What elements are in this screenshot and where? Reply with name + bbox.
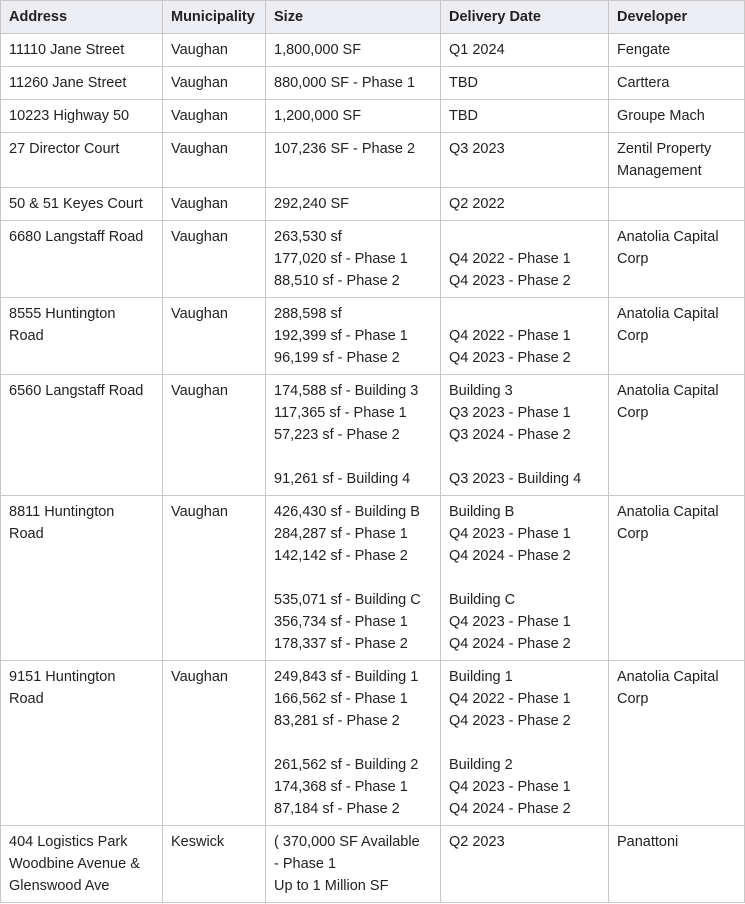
cell-developer: [609, 826, 745, 903]
cell-line: Panattoni: [617, 834, 679, 850]
cell-line: Corp: [617, 526, 649, 542]
cell-delivery-date: [441, 375, 609, 496]
cell-line: 117,365 sf - Phase 1: [274, 405, 407, 421]
cell-developer: [609, 188, 745, 221]
cell-line: Building 1: [449, 669, 513, 685]
cell-line: 10223 Highway 50: [9, 108, 130, 124]
cell-line: Carttera: [617, 75, 670, 91]
cell-line: [274, 446, 432, 468]
cell-line: 8555 Huntington: [9, 306, 116, 322]
cell-line: Anatolia Capital: [617, 504, 719, 520]
cell-municipality: [163, 375, 266, 496]
cell-line: Vaughan: [171, 504, 228, 520]
header-size: Size: [266, 1, 441, 34]
cell-municipality: [163, 188, 266, 221]
cell-delivery-date: [441, 133, 609, 188]
cell-line: Q4 2022 - Phase 1: [449, 251, 571, 267]
cell-line: Fengate: [617, 42, 671, 58]
cell-line: Zentil Property: [617, 141, 712, 157]
cell-developer: [609, 298, 745, 375]
cell-size: [266, 100, 441, 133]
table-row: [1, 133, 745, 188]
cell-line: 96,199 sf - Phase 2: [274, 350, 400, 366]
cell-line: 178,337 sf - Phase 2: [274, 636, 408, 652]
cell-line: - Phase 1: [274, 856, 337, 872]
cell-line: Q4 2022 - Phase 1: [449, 691, 571, 707]
cell-municipality: [163, 496, 266, 661]
table-row: [1, 100, 745, 133]
table-row: [1, 375, 745, 496]
cell-size: [266, 67, 441, 100]
cell-line: 1,200,000 SF: [274, 108, 362, 124]
cell-line: 88,510 sf - Phase 2: [274, 273, 400, 289]
cell-line: 142,142 sf - Phase 2: [274, 548, 408, 564]
cell-developer: [609, 375, 745, 496]
cell-line: Vaughan: [171, 306, 228, 322]
cell-line: 177,020 sf - Phase 1: [274, 251, 408, 267]
cell-developer: [609, 100, 745, 133]
cell-line: 6560 Langstaff Road: [9, 383, 144, 399]
table-row: [1, 298, 745, 375]
cell-delivery-date: [441, 188, 609, 221]
header-municipality: Municipality: [163, 1, 266, 34]
cell-line: 6680 Langstaff Road: [9, 229, 144, 245]
cell-municipality: [163, 67, 266, 100]
cell-delivery-date: [441, 221, 609, 298]
cell-developer: [609, 133, 745, 188]
cell-municipality: [163, 133, 266, 188]
cell-line: Q4 2024 - Phase 2: [449, 801, 571, 817]
cell-line: Keswick: [171, 834, 225, 850]
cell-municipality: [163, 34, 266, 67]
cell-line: 249,843 sf - Building 1: [274, 669, 419, 685]
table-row: [1, 496, 745, 661]
cell-address: [1, 375, 163, 496]
cell-line: 57,223 sf - Phase 2: [274, 427, 400, 443]
cell-delivery-date: [441, 100, 609, 133]
cell-size: [266, 661, 441, 826]
cell-line: Q3 2023 - Building 4: [449, 471, 582, 487]
cell-address: [1, 221, 163, 298]
cell-line: Management: [617, 163, 702, 179]
cell-size: [266, 496, 441, 661]
cell-size: [266, 375, 441, 496]
cell-size: [266, 221, 441, 298]
cell-size: [266, 34, 441, 67]
cell-line: [617, 193, 736, 215]
cell-address: [1, 34, 163, 67]
table-row: [1, 661, 745, 826]
cell-line: Vaughan: [171, 383, 228, 399]
cell-line: ( 370,000 SF Available: [274, 834, 420, 850]
cell-line: Vaughan: [171, 229, 228, 245]
cell-line: [449, 567, 600, 589]
cell-line: 11260 Jane Street: [9, 75, 127, 91]
cell-line: Corp: [617, 691, 649, 707]
cell-line: 27 Director Court: [9, 141, 120, 157]
cell-line: Vaughan: [171, 669, 228, 685]
cell-line: 174,588 sf - Building 3: [274, 383, 419, 399]
cell-address: [1, 133, 163, 188]
cell-line: Vaughan: [171, 141, 228, 157]
cell-line: 261,562 sf - Building 2: [274, 757, 419, 773]
cell-line: [449, 303, 600, 325]
cell-line: Anatolia Capital: [617, 669, 719, 685]
cell-line: Woodbine Avenue &: [9, 856, 140, 872]
cell-line: Q4 2023 - Phase 2: [449, 350, 571, 366]
cell-line: 292,240 SF: [274, 196, 349, 212]
cell-address: [1, 188, 163, 221]
cell-line: Corp: [617, 328, 649, 344]
cell-line: 1,800,000 SF: [274, 42, 362, 58]
cell-developer: [609, 661, 745, 826]
cell-line: Vaughan: [171, 108, 228, 124]
cell-delivery-date: [441, 34, 609, 67]
cell-line: Q3 2023 - Phase 1: [449, 405, 571, 421]
cell-line: Vaughan: [171, 75, 228, 91]
table-row: [1, 188, 745, 221]
cell-line: 50 & 51 Keyes Court: [9, 196, 143, 212]
cell-delivery-date: [441, 298, 609, 375]
cell-line: 284,287 sf - Phase 1: [274, 526, 408, 542]
cell-address: [1, 826, 163, 903]
cell-developer: [609, 67, 745, 100]
cell-address: [1, 298, 163, 375]
cell-line: [449, 226, 600, 248]
cell-developer: [609, 496, 745, 661]
header-delivery-date: Delivery Date: [441, 1, 609, 34]
cell-line: Anatolia Capital: [617, 383, 719, 399]
cell-line: Q4 2024 - Phase 2: [449, 636, 571, 652]
table-row: [1, 34, 745, 67]
cell-line: Road: [9, 526, 44, 542]
cell-line: Q4 2022 - Phase 1: [449, 328, 571, 344]
cell-line: 535,071 sf - Building C: [274, 592, 421, 608]
cell-municipality: [163, 100, 266, 133]
cell-line: 11110 Jane Street: [9, 42, 125, 58]
cell-line: 288,598 sf: [274, 306, 342, 322]
cell-line: Q3 2024 - Phase 2: [449, 427, 571, 443]
cell-line: 83,281 sf - Phase 2: [274, 713, 400, 729]
cell-line: 107,236 SF - Phase 2: [274, 141, 416, 157]
table-row: [1, 221, 745, 298]
cell-line: 8811 Huntington: [9, 504, 115, 520]
cell-delivery-date: [441, 826, 609, 903]
cell-line: Vaughan: [171, 196, 228, 212]
cell-address: [1, 496, 163, 661]
cell-municipality: [163, 661, 266, 826]
cell-line: TBD: [449, 108, 478, 124]
header-address: Address: [1, 1, 163, 34]
cell-line: Anatolia Capital: [617, 306, 719, 322]
cell-line: Q4 2024 - Phase 2: [449, 548, 571, 564]
cell-line: Road: [9, 691, 44, 707]
cell-line: Q2 2023: [449, 834, 505, 850]
cell-line: [274, 567, 432, 589]
cell-line: 404 Logistics Park: [9, 834, 128, 850]
cell-municipality: [163, 298, 266, 375]
cell-municipality: [163, 826, 266, 903]
cell-line: Glenswood Ave: [9, 878, 110, 894]
cell-size: [266, 826, 441, 903]
cell-line: Q1 2024: [449, 42, 505, 58]
cell-line: 356,734 sf - Phase 1: [274, 614, 408, 630]
cell-size: [266, 133, 441, 188]
cell-delivery-date: [441, 496, 609, 661]
cell-line: 166,562 sf - Phase 1: [274, 691, 408, 707]
cell-line: Corp: [617, 405, 649, 421]
cell-address: [1, 100, 163, 133]
cell-line: 174,368 sf - Phase 1: [274, 779, 408, 795]
cell-line: 87,184 sf - Phase 2: [274, 801, 400, 817]
header-developer: Developer: [609, 1, 745, 34]
cell-line: 192,399 sf - Phase 1: [274, 328, 408, 344]
cell-line: Q4 2023 - Phase 1: [449, 614, 571, 630]
cell-line: Building B: [449, 504, 515, 520]
cell-line: Q4 2023 - Phase 2: [449, 713, 571, 729]
table-row: [1, 67, 745, 100]
table-row: [1, 826, 745, 903]
cell-developer: [609, 221, 745, 298]
cell-municipality: [163, 221, 266, 298]
cell-line: TBD: [449, 75, 478, 91]
cell-line: Up to 1 Million SF: [274, 878, 389, 894]
cell-line: Anatolia Capital: [617, 229, 719, 245]
cell-line: [449, 732, 600, 754]
cell-line: Corp: [617, 251, 649, 267]
cell-address: [1, 67, 163, 100]
cell-line: Groupe Mach: [617, 108, 705, 124]
cell-line: 263,530 sf: [274, 229, 342, 245]
cell-address: [1, 661, 163, 826]
cell-delivery-date: [441, 67, 609, 100]
cell-line: [274, 732, 432, 754]
cell-line: Q4 2023 - Phase 1: [449, 526, 571, 542]
cell-line: [449, 446, 600, 468]
cell-line: 9151 Huntington: [9, 669, 116, 685]
cell-line: Q4 2023 - Phase 2: [449, 273, 571, 289]
cell-line: Road: [9, 328, 44, 344]
cell-line: Building C: [449, 592, 516, 608]
cell-line: Q3 2023: [449, 141, 505, 157]
cell-line: Vaughan: [171, 42, 228, 58]
cell-line: Q4 2023 - Phase 1: [449, 779, 571, 795]
cell-developer: [609, 34, 745, 67]
cell-line: 880,000 SF - Phase 1: [274, 75, 416, 91]
cell-size: [266, 188, 441, 221]
cell-size: [266, 298, 441, 375]
cell-line: Building 3: [449, 383, 513, 399]
cell-delivery-date: [441, 661, 609, 826]
cell-line: 426,430 sf - Building B: [274, 504, 420, 520]
table-body: [1, 34, 745, 903]
header-row: [1, 1, 745, 34]
cell-line: 91,261 sf - Building 4: [274, 471, 411, 487]
cell-line: Building 2: [449, 757, 513, 773]
cell-line: Q2 2022: [449, 196, 505, 212]
